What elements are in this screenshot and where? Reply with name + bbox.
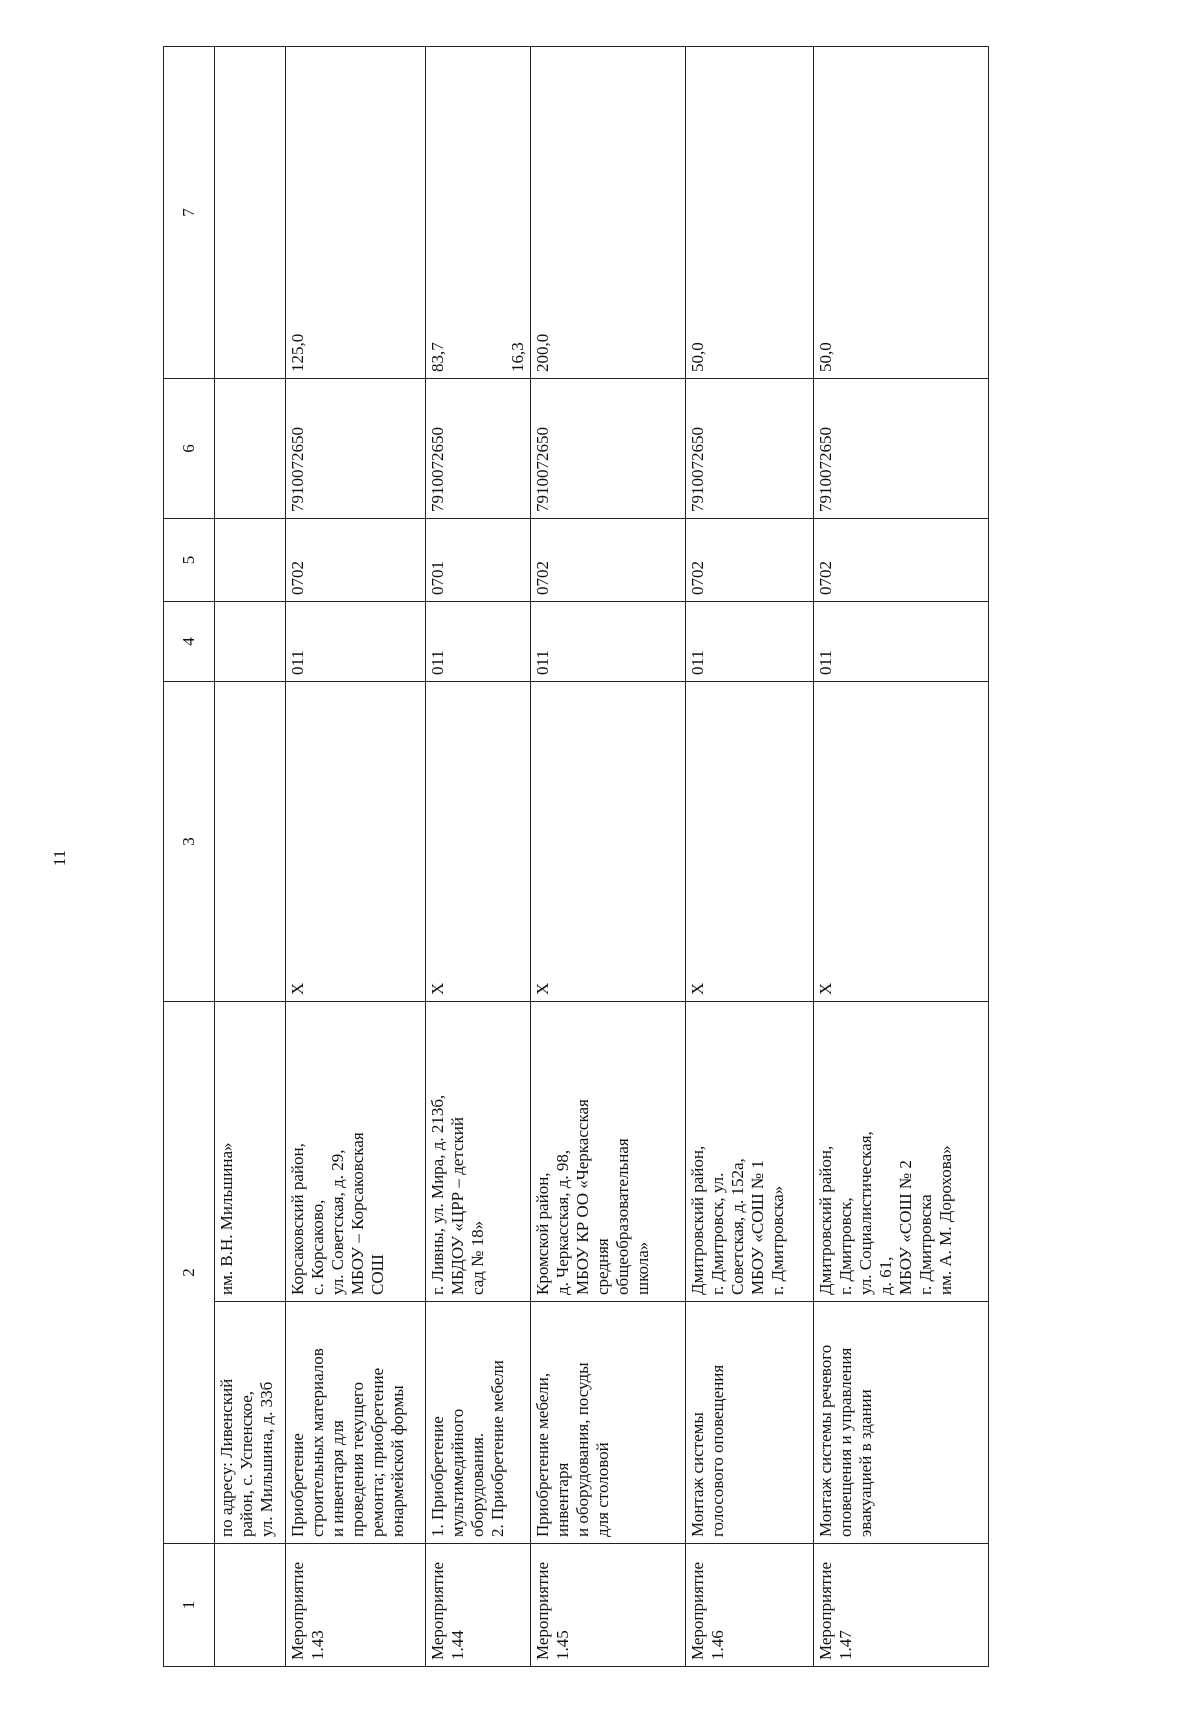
page-number: 11 — [50, 849, 69, 867]
event-address-cell: Кромской район, д. Черкасская, д. 98, МБОУ КР ОО «Черкасская средняя общеобразовательная школа» — [531, 1002, 686, 1302]
col3-cell: Х — [286, 682, 426, 1002]
amount-cell — [286, 47, 426, 379]
col4-cell: 011 — [531, 602, 686, 682]
col3-cell — [215, 682, 286, 1002]
header-cell: 3 — [164, 682, 215, 1002]
col6-cell: 7910072650 — [686, 379, 814, 519]
table-row — [426, 47, 531, 1667]
table-row — [686, 47, 814, 1667]
col5-cell: 0702 — [286, 519, 426, 602]
header-cell: 1 — [164, 1544, 215, 1667]
header-cell: 6 — [164, 379, 215, 519]
col4-cell: 011 — [686, 602, 814, 682]
event-description-cell: Монтаж системы речевого оповещения и управления эвакуацией в здании — [814, 1302, 989, 1544]
event-description-cell: Приобретение строительных материалов и инвентаря для проведения текущего ремонта; приобретение юнармейской формы — [286, 1302, 426, 1544]
header-cell: 7 — [164, 47, 215, 379]
event-name-cell: Мероприятие 1.44 — [426, 1544, 531, 1667]
header-cell: 2 — [164, 1002, 215, 1544]
events-table — [163, 46, 989, 1667]
event-address-cell: г. Ливны, ул. Мира, д. 213б, МБДОУ «ЦРР – детский сад № 18» — [426, 1002, 531, 1302]
col4-cell — [215, 602, 286, 682]
event-name-cell: Мероприятие 1.47 — [814, 1544, 989, 1667]
event-address-cell: Корсаковский район, с. Корсаково, ул. Советская, д. 29, МБОУ – Корсаковская СОШ — [286, 1002, 426, 1302]
col3-cell: Х — [531, 682, 686, 1002]
table-row — [215, 47, 286, 1667]
col6-cell: 7910072650 — [426, 379, 531, 519]
amount-cell — [215, 47, 286, 379]
event-name-cell: Мероприятие 1.46 — [686, 1544, 814, 1667]
table-row — [286, 47, 426, 1667]
col5-cell: 0702 — [814, 519, 989, 602]
col6-cell: 7910072650 — [814, 379, 989, 519]
col3-cell: Х — [686, 682, 814, 1002]
col6-cell: 7910072650 — [286, 379, 426, 519]
col6-cell — [215, 379, 286, 519]
amount-value: 50,0 — [816, 342, 835, 372]
amount-cell — [814, 47, 989, 379]
amount-value: 50,0 — [688, 342, 707, 372]
event-description-cell: Монтаж системы голосового оповещения — [686, 1302, 814, 1544]
table-row — [531, 47, 686, 1667]
header-cell: 4 — [164, 602, 215, 682]
event-address-cell: им. В.Н. Мильшина» — [215, 1002, 286, 1302]
amount-cell — [531, 47, 686, 379]
col5-cell: 0702 — [531, 519, 686, 602]
event-name-cell: Мероприятие 1.45 — [531, 1544, 686, 1667]
event-address-cell: Дмитровский район, г. Дмитровск, ул. Советская, д. 152а, МБОУ «СОШ № 1 г. Дмитровска» — [686, 1002, 814, 1302]
col6-cell: 7910072650 — [531, 379, 686, 519]
rotated-table-wrapper — [163, 47, 1080, 1667]
table-row — [814, 47, 989, 1667]
amount-value: 83,7 — [428, 342, 447, 372]
amount-cell — [686, 47, 814, 379]
event-address-cell: Дмитровский район, г. Дмитровск, ул. Социалистическая, д. 61, МБОУ «СОШ № 2 г. Дмитровска им. А. М. Дорохова» — [814, 1002, 989, 1302]
col5-cell: 0702 — [686, 519, 814, 602]
amount-cell — [426, 47, 531, 379]
col5-cell: 0701 — [426, 519, 531, 602]
col3-cell: Х — [814, 682, 989, 1002]
amount-value: 125,0 — [288, 333, 307, 372]
header-cell: 5 — [164, 519, 215, 602]
event-description-cell: Приобретение мебели, инвентаря и оборудования, посуды для столовой — [531, 1302, 686, 1544]
col4-cell: 011 — [286, 602, 426, 682]
col4-cell: 011 — [814, 602, 989, 682]
col4-cell: 011 — [426, 602, 531, 682]
col3-cell: Х — [426, 682, 531, 1002]
event-description-cell: 1. Приобретение мультимедийного оборудования. 2. Приобретение мебели — [426, 1302, 531, 1544]
amount-value-secondary: 16,3 — [508, 342, 527, 372]
header-row — [164, 47, 215, 1667]
event-name-cell — [215, 1544, 286, 1667]
event-name-cell: Мероприятие 1.43 — [286, 1544, 426, 1667]
col5-cell — [215, 519, 286, 602]
amount-value: 200,0 — [533, 333, 552, 372]
event-description-cell: по адресу: Ливенский район, с. Успенское, ул. Мильшина, д. 33б — [215, 1302, 286, 1544]
